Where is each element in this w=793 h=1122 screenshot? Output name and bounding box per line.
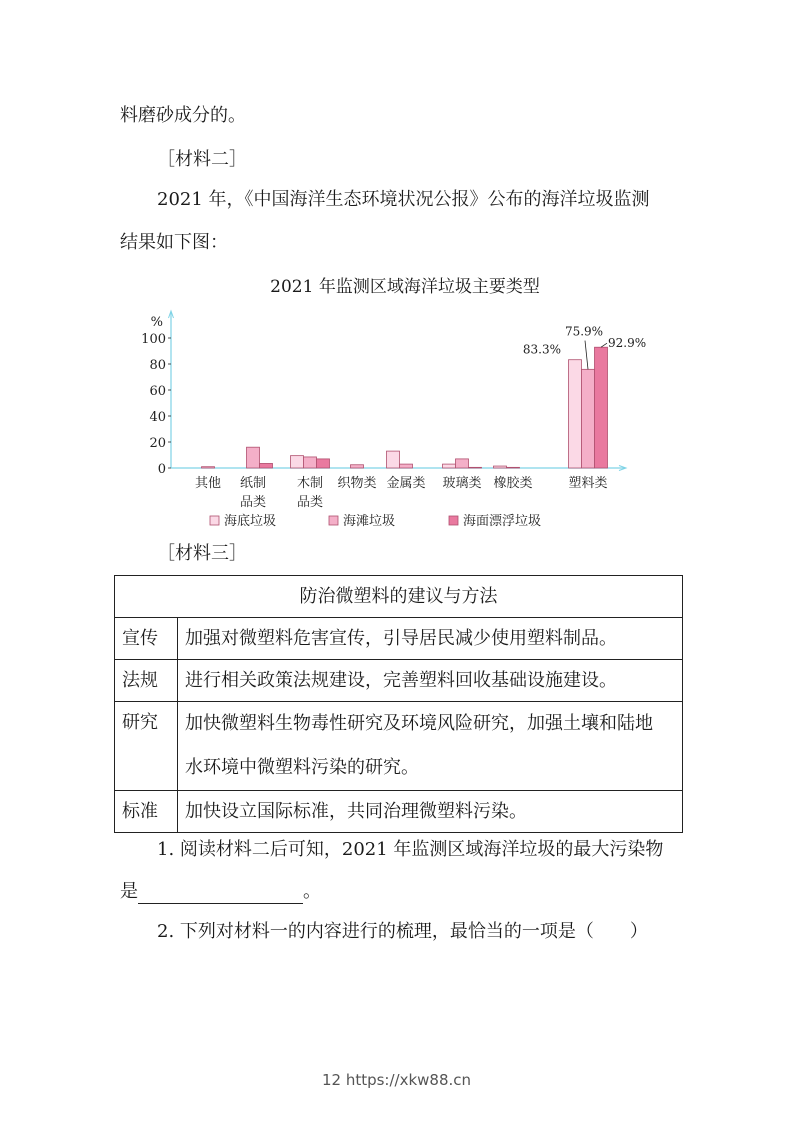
text-line-3: 2021 年，《中国海洋生态环境状况公报》公布的海洋垃圾监测 [157,189,650,210]
svg-text:40: 40 [149,410,166,425]
svg-text:75.9%: 75.9% [564,324,604,339]
row-value [178,702,683,791]
svg-text:木制: 木制 [296,476,324,491]
table-row [115,702,683,791]
row-value: 加强对微塑料危害宣传，引导居民减少使用塑料制品。 [178,618,683,660]
question-1-answer-line [120,880,321,904]
page-footer: 12 https://xkw88.cn [321,1071,472,1089]
svg-text:80: 80 [149,358,166,373]
row-key: 法规 [115,660,178,702]
material-two-label: ［材料二］ [157,149,247,170]
svg-text:海底垃圾: 海底垃圾 [224,514,277,529]
row-value-line-2: 水环境中微塑料污染的研究。 [185,757,419,778]
table-row [115,618,683,660]
chart-title: 2021 年监测区域海洋垃圾主要类型 [270,277,540,297]
question-1-prefix: 是 [120,881,138,902]
row-key: 宣传 [115,618,178,660]
svg-text:橡胶类: 橡胶类 [493,476,533,491]
table-row [115,660,683,702]
material-three-label: ［材料三］ [157,543,247,564]
table-row [115,791,683,833]
svg-text:玻璃类: 玻璃类 [442,476,482,491]
svg-text:其他: 其他 [194,476,222,491]
answer-blank[interactable] [138,883,303,904]
svg-text:%: % [150,315,163,330]
text-line-4: 结果如下图： [120,232,228,253]
table-title: 防治微塑料的建议与方法 [115,576,683,618]
row-value: 加快设立国际标准，共同治理微塑料污染。 [178,791,683,833]
svg-text:92.9%: 92.9% [608,336,647,351]
chart-plot [140,270,670,540]
row-value: 进行相关政策法规建设，完善塑料回收基础设施建设。 [178,660,683,702]
row-key: 标准 [115,791,178,833]
svg-text:海滩垃圾: 海滩垃圾 [343,514,396,529]
svg-text:品类: 品类 [296,495,324,510]
svg-text:塑料类: 塑料类 [568,476,608,491]
row-key: 研究 [115,702,178,791]
svg-text:金属类: 金属类 [386,476,426,491]
bar-chart [140,270,670,540]
svg-text:100: 100 [141,332,166,347]
row-value-line-1: 加快微塑料生物毒性研究及环境风险研究，加强土壤和陆地 [185,713,653,734]
svg-text:纸制: 纸制 [239,476,267,491]
text-line-1: 料磨砂成分的。 [120,105,246,126]
svg-text:织物类: 织物类 [337,476,377,491]
advice-table [114,575,683,833]
svg-text:60: 60 [149,384,166,399]
question-2: 2. 下列对材料一的内容进行的梳理，最恰当的一项是（ ） [157,921,648,942]
svg-text:品类: 品类 [239,495,267,510]
question-1: 1. 阅读材料二后可知，2021 年监测区域海洋垃圾的最大污染物 [157,839,664,860]
svg-text:0: 0 [157,462,166,477]
svg-text:海面漂浮垃圾: 海面漂浮垃圾 [463,514,542,529]
question-1-end: 。 [303,881,321,902]
svg-text:20: 20 [149,436,166,451]
svg-text:83.3%: 83.3% [522,342,561,357]
